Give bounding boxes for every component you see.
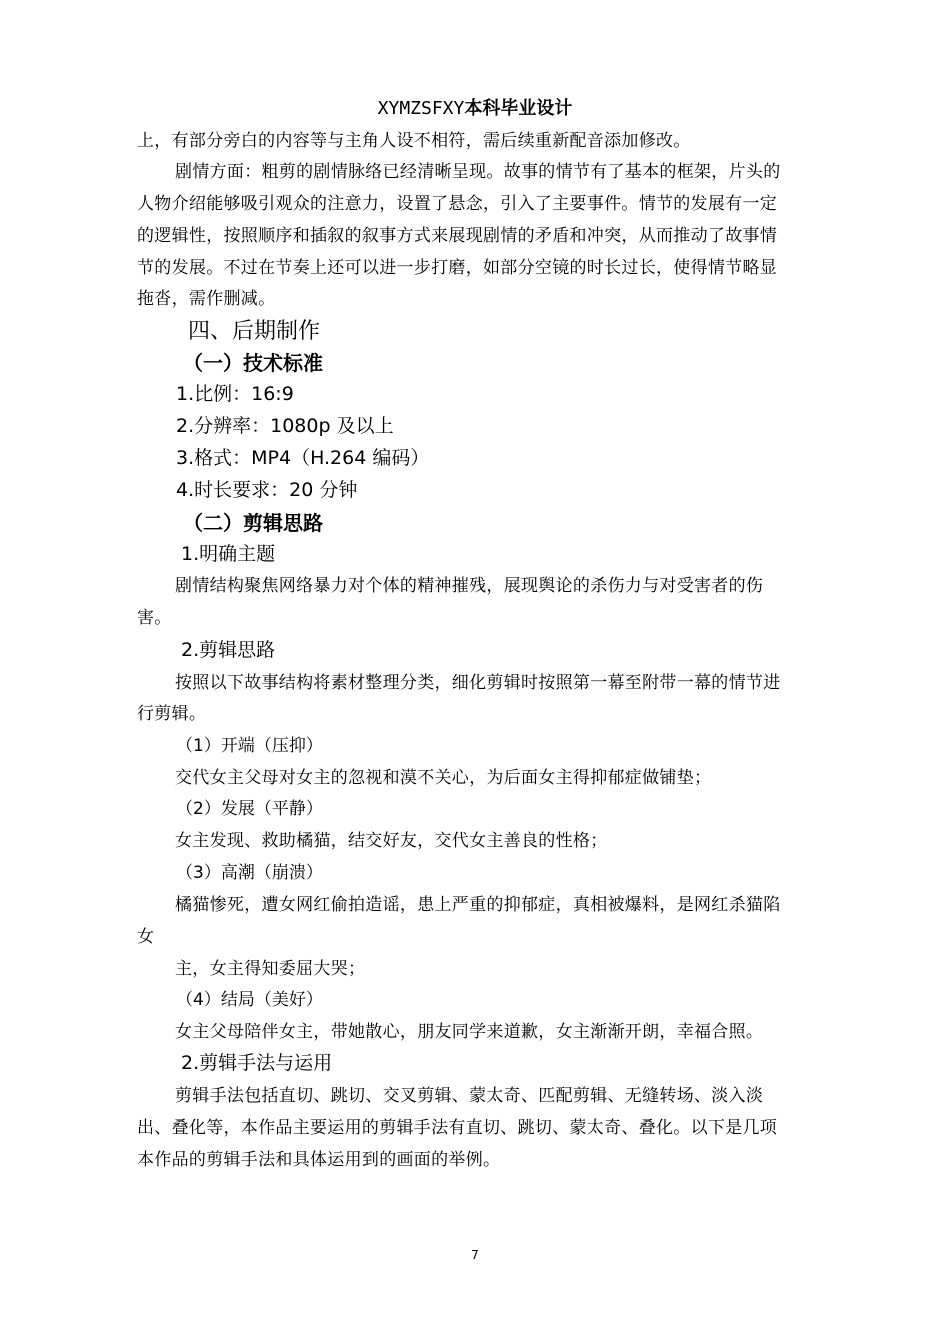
- topic-heading: 2.剪辑手法与运用: [181, 1052, 333, 1074]
- page-number: 7: [471, 1248, 479, 1262]
- act-text: 主，女主得知委屈大哭；: [175, 959, 366, 979]
- topic-heading: 1.明确主题: [181, 543, 276, 565]
- act-text: 女主父母陪伴女主，带她散心，朋友同学来道歉，女主渐渐开朗，幸福合照。: [175, 1022, 764, 1042]
- paragraph-line: 人物介绍能够吸引观众的注意力，设置了悬念，引入了主要事件。情节的发展有一定: [137, 194, 778, 214]
- paragraph-line: 行剪辑。: [137, 704, 207, 724]
- spec-item: 3.格式：MP4（H.264 编码）: [176, 447, 430, 469]
- spec-item: 1.比例：16:9: [176, 383, 294, 405]
- header-title: 本科毕业设计: [464, 98, 573, 119]
- act-label: （2）发展（平静）: [176, 799, 323, 819]
- header-school-code: XYMZSFXY: [377, 98, 465, 119]
- paragraph-line: 本作品的剪辑手法和具体运用到的画面的举例。: [137, 1150, 501, 1170]
- paragraph-line: 剧情方面：粗剪的剧情脉络已经清晰呈现。故事的情节有了基本的框架，片头的: [175, 162, 781, 182]
- paragraph-line: 剪辑手法包括直切、跳切、交叉剪辑、蒙太奇、匹配剪辑、无缝转场、淡入淡: [175, 1086, 764, 1106]
- page-header: [0, 100, 950, 118]
- paragraph-line: 的逻辑性，按照顺序和插叙的叙事方式来展现剧情的矛盾和冲突，从而推动了故事情: [137, 226, 778, 246]
- paragraph-line: 害。: [137, 608, 172, 628]
- subsection-heading: （一）技术标准: [183, 351, 323, 375]
- spec-item: 2.分辨率：1080p 及以上: [176, 415, 394, 437]
- paragraph-line: 上，有部分旁白的内容等与主角人设不相符，需后续重新配音添加修改。: [137, 131, 691, 151]
- paragraph-line: 剧情结构聚焦网络暴力对个体的精神摧残，展现舆论的杀伤力与对受害者的伤: [175, 576, 764, 596]
- topic-heading: 2.剪辑思路: [181, 639, 276, 661]
- subsection-heading: （二）剪辑思路: [183, 511, 323, 535]
- act-text: 女主发现、救助橘猫，结交好友，交代女主善良的性格；: [175, 831, 608, 851]
- act-text: 交代女主父母对女主的忽视和漠不关心，为后面女主得抑郁症做铺垫；: [175, 768, 712, 788]
- paragraph-line: 节的发展。不过在节奏上还可以进一步打磨，如部分空镜的时长过长，使得情节略显: [137, 258, 778, 278]
- act-label: （4）结局（美好）: [176, 990, 323, 1010]
- section-heading: 四、后期制作: [188, 319, 321, 344]
- paragraph-line: 出、叠化等，本作品主要运用的剪辑手法有直切、跳切、蒙太奇、叠化。以下是几项: [137, 1118, 778, 1138]
- spec-item: 4.时长要求：20 分钟: [176, 479, 358, 501]
- paragraph-line: 按照以下故事结构将素材整理分类，细化剪辑时按照第一幕至附带一幕的情节进: [175, 673, 781, 693]
- paragraph-line: 拖沓，需作删减。: [137, 289, 276, 309]
- act-text: 女: [137, 927, 155, 947]
- act-text: 橘猫惨死，遭女网红偷拍造谣，患上严重的抑郁症，真相被爆料，是网红杀猫陷: [175, 895, 781, 915]
- act-label: （1）开端（压抑）: [176, 736, 323, 756]
- act-label: （3）高潮（崩溃）: [176, 863, 323, 883]
